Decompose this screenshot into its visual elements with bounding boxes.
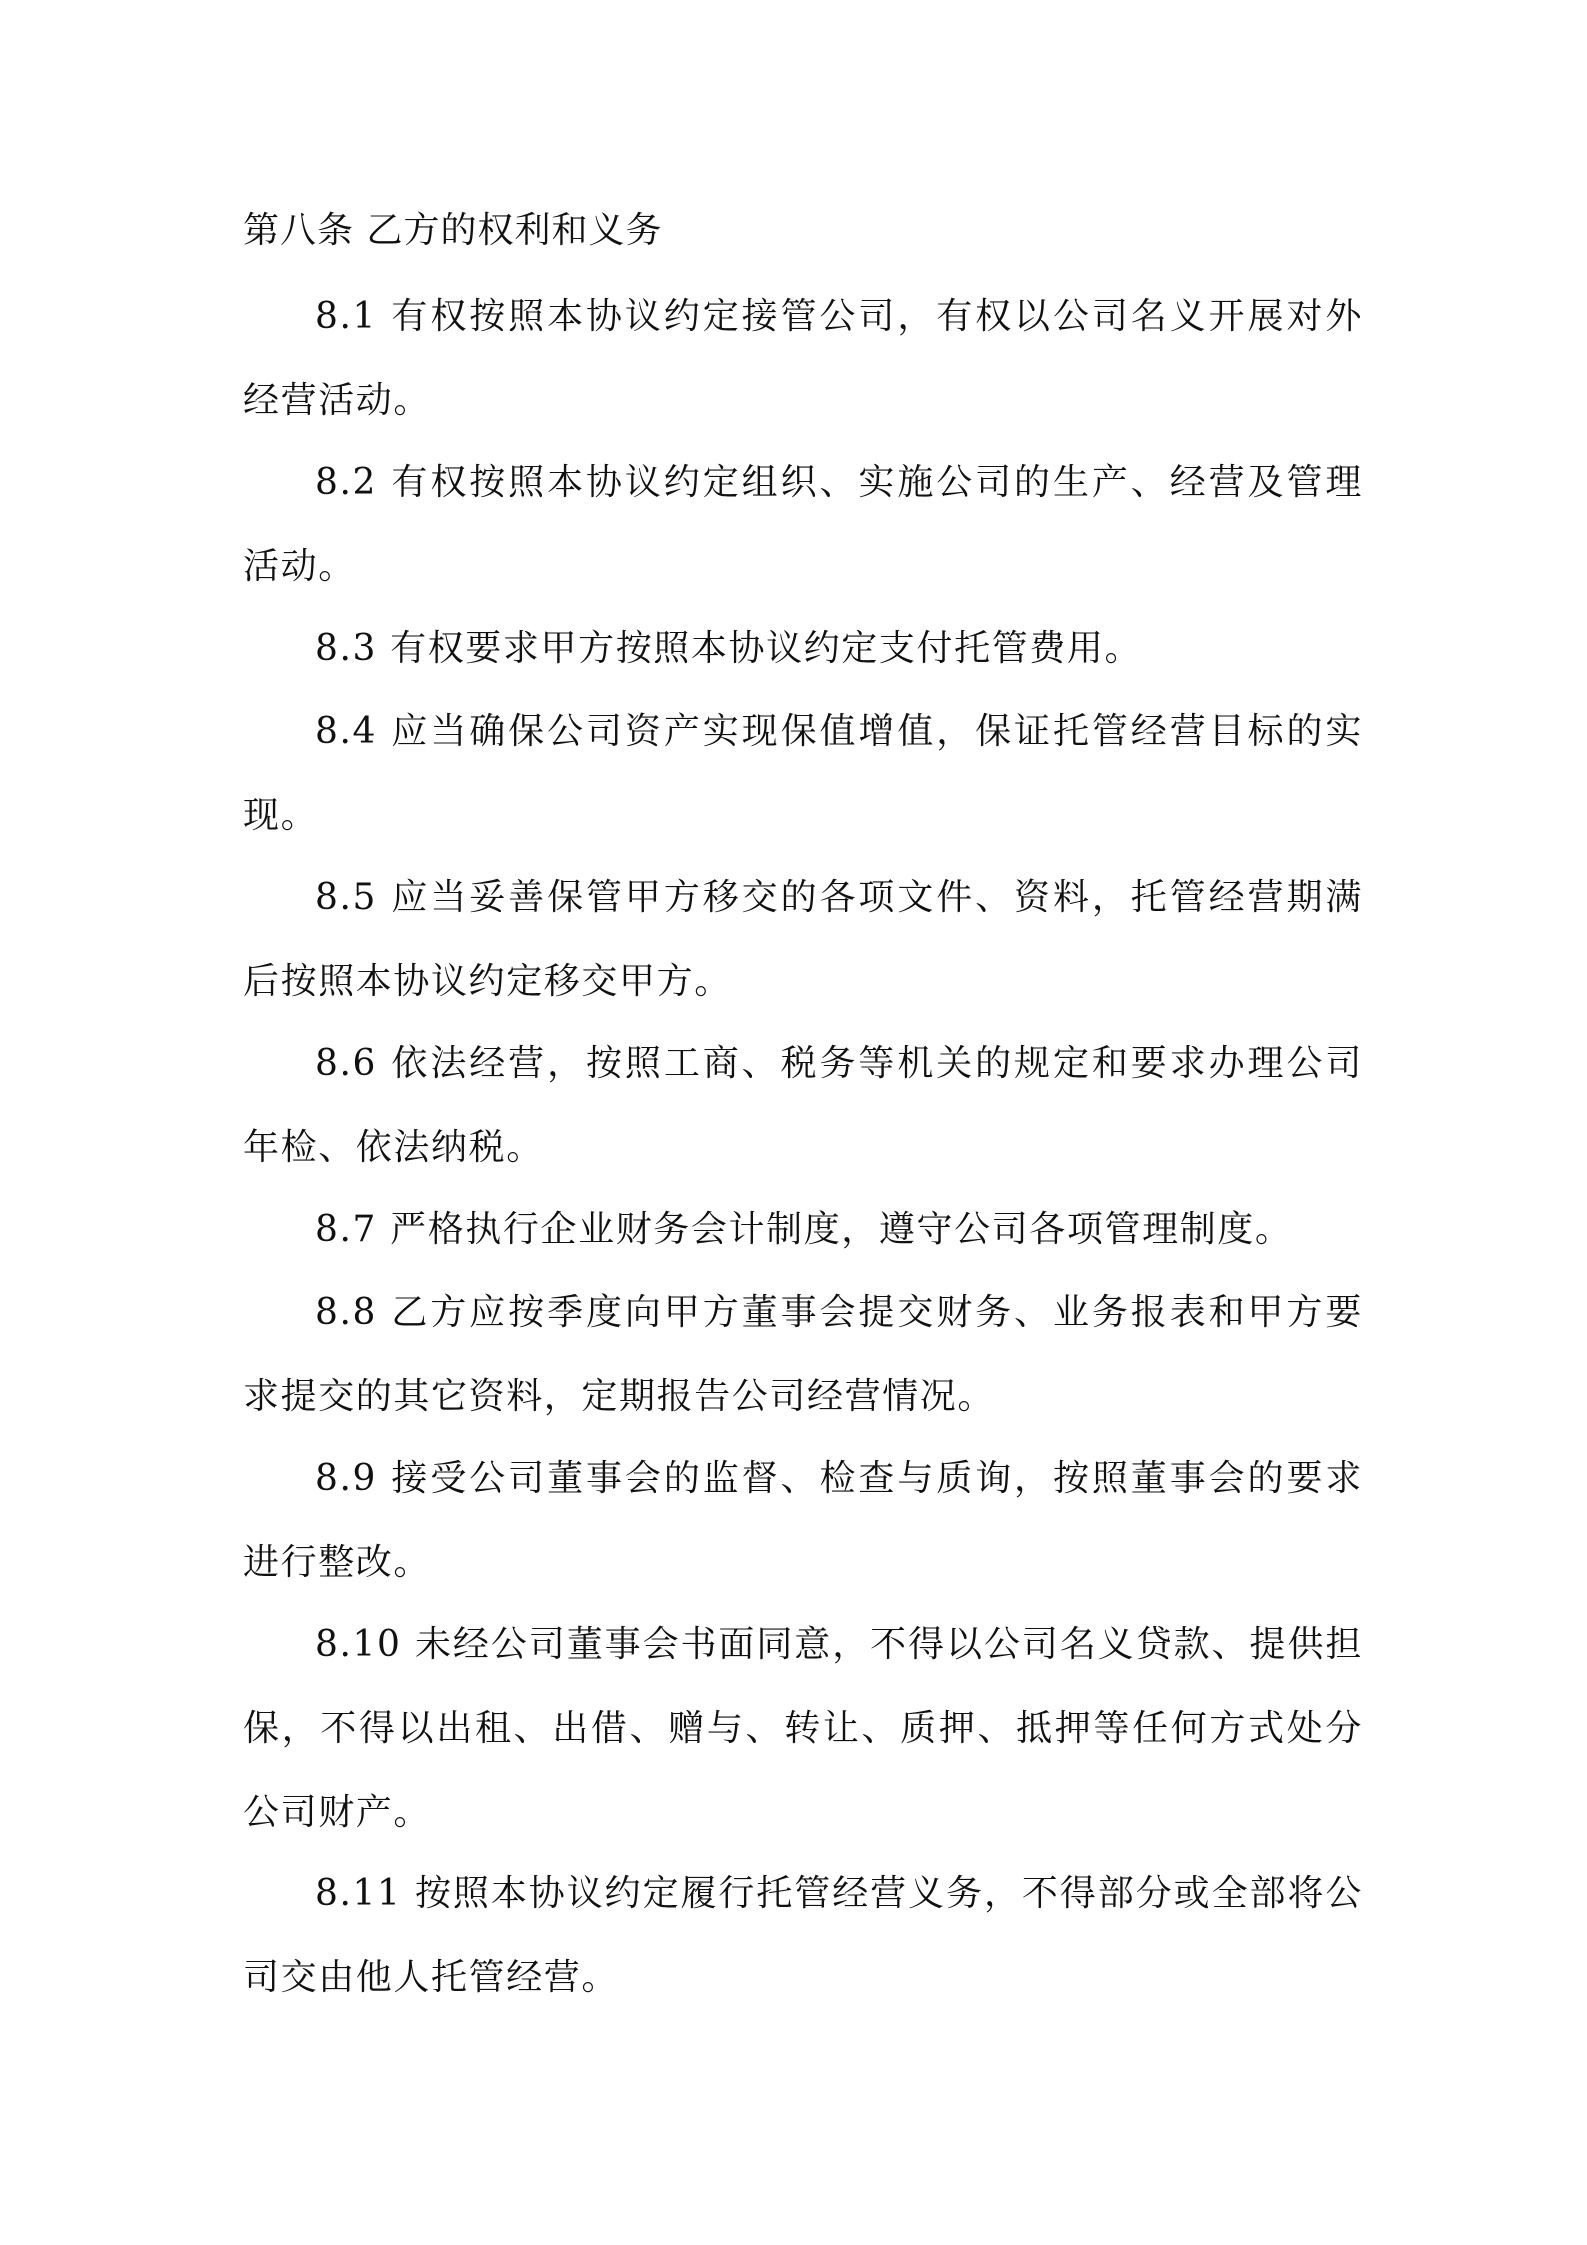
clause-text: 严格执行企业财务会计制度，遵守公司各项管理制度。	[390, 1209, 1293, 1250]
clause-number: 8.4	[315, 711, 378, 752]
clause-text: 接受公司董事会的监督、检查与质询，按照董事会的要求进行整改。	[243, 1458, 1363, 1583]
clause-number: 8.7	[315, 1209, 378, 1250]
clause-number: 8.10	[315, 1624, 402, 1665]
clause-number: 8.8	[315, 1292, 378, 1333]
clause-number: 8.2	[315, 462, 378, 503]
clause-8-5	[243, 856, 1363, 1024]
clause-number: 8.1	[315, 296, 378, 337]
clause-8-11	[243, 1852, 1363, 2020]
clause-number: 8.11	[315, 1873, 402, 1914]
clause-number: 8.3	[315, 628, 378, 669]
clause-8-2	[243, 441, 1363, 609]
clause-8-6	[243, 1022, 1363, 1190]
clause-number: 8.9	[315, 1458, 378, 1499]
clause-8-3	[243, 607, 1363, 691]
article-heading: 第八条 乙方的权利和义务	[243, 210, 663, 251]
clause-text: 有权按照本协议约定组织、实施公司的生产、经营及管理活动。	[243, 462, 1363, 587]
clause-text: 应当妥善保管甲方移交的各项文件、资料，托管经营期满后按照本协议约定移交甲方。	[243, 877, 1363, 1002]
clause-text: 依法经营，按照工商、税务等机关的规定和要求办理公司年检、依法纳税。	[243, 1043, 1363, 1168]
clause-text: 有权按照本协议约定接管公司，有权以公司名义开展对外经营活动。	[243, 296, 1363, 421]
clause-8-10	[243, 1603, 1363, 1855]
clause-8-1	[243, 275, 1363, 443]
clause-text: 按照本协议约定履行托管经营义务，不得部分或全部将公司交由他人托管经营。	[243, 1873, 1363, 1998]
clause-8-8	[243, 1271, 1363, 1439]
clause-text: 乙方应按季度向甲方董事会提交财务、业务报表和甲方要求提交的其它资料，定期报告公司经营情况。	[243, 1292, 1363, 1417]
clause-text: 未经公司董事会书面同意，不得以公司名义贷款、提供担保，不得以出租、出借、赠与、转让、质押、抵押等任何方式处分公司财产。	[243, 1624, 1363, 1833]
clause-text: 应当确保公司资产实现保值增值，保证托管经营目标的实现。	[243, 711, 1363, 836]
clause-8-9	[243, 1437, 1363, 1605]
clause-8-4	[243, 690, 1363, 858]
clause-number: 8.6	[315, 1043, 378, 1084]
clause-number: 8.5	[315, 877, 378, 918]
clause-8-7	[243, 1188, 1363, 1272]
clause-text: 有权要求甲方按照本协议约定支付托管费用。	[390, 628, 1143, 669]
